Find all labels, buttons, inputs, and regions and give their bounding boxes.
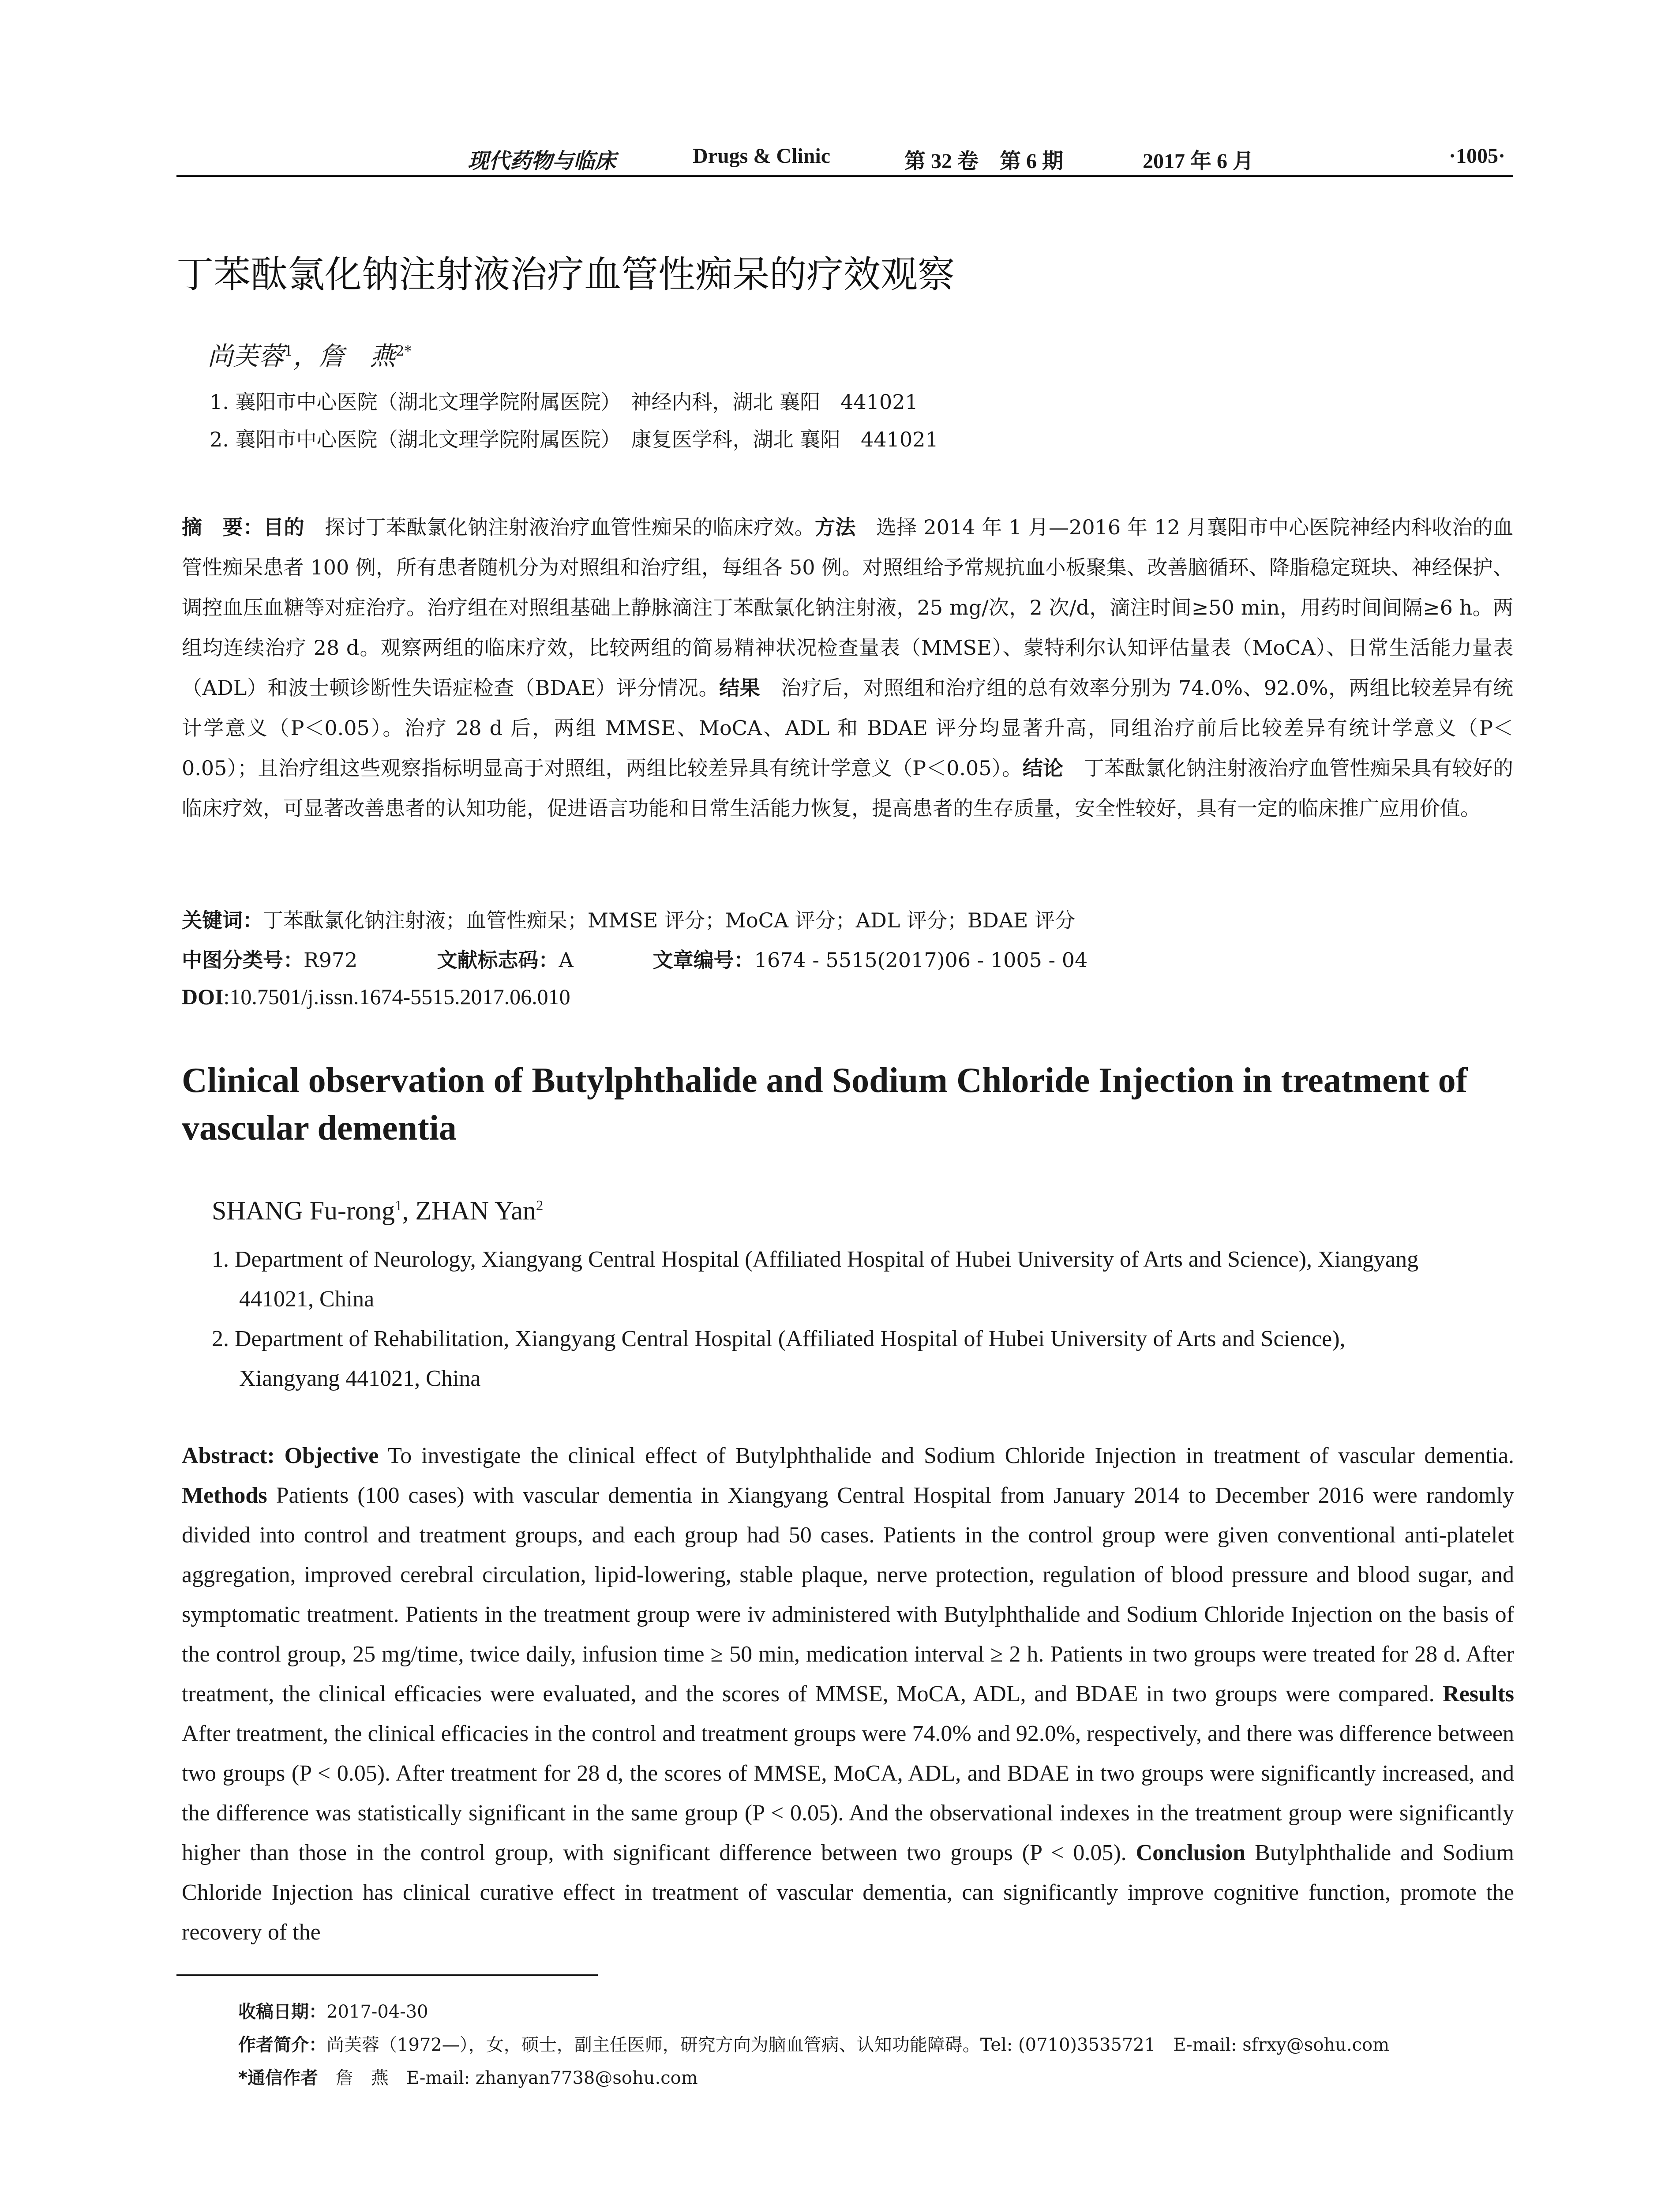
affiliation-en-2 xyxy=(212,1319,1513,1399)
results-text: After treatment, the clinical efficacies in the control and treatment groups were 74.0% and 92.0%, respectively, and there was difference between two groups (P < 0.05). After treatment for 28 d, the scores of MMSE, MoCA, ADL, and BDAE in two groups were significantly increased, and the difference was statistically significant in the same group (P < 0.05). And the observational indexes in the treatment group were significantly higher than those in the control group, with significant difference between two groups (P < 0.05). xyxy=(182,1721,1514,1865)
affiliation-line: 441021, China xyxy=(239,1287,375,1312)
objective-text: To investigate the clinical effect of Butylphthalide and Sodium Chloride Injection in treatment of vascular dementia. xyxy=(379,1443,1514,1468)
results-label: Results xyxy=(1443,1681,1514,1707)
keywords-text: 丁苯酞氯化钠注射液；血管性痴呆；MMSE 评分；MoCA 评分；ADL 评分；BDAE 评分 xyxy=(263,908,1076,932)
author-name: SHANG Fu-rong xyxy=(212,1196,395,1225)
affiliation-marker: 1 xyxy=(395,1198,402,1214)
volume-issue: 第 32 卷 第 6 期 xyxy=(904,150,1064,173)
doi-value: :10.7501/j.issn.1674-5515.2017.06.010 xyxy=(223,984,570,1009)
affiliation-marker: 1 xyxy=(284,342,293,360)
conclusion-label: 结论 xyxy=(1022,756,1064,780)
conclusion-text: Butylphthalide and Sodium Chloride Injection has clinical curative effect in treatment of vascular dementia, can significantly improve cognitive function, promote the recovery of the xyxy=(182,1840,1514,1945)
article-title-en: Clinical observation of Butylphthalide and Sodium Chloride Injection in treatment of vascular dementia xyxy=(182,1061,1468,1148)
objective-label: 目的 xyxy=(263,515,304,539)
doi-label: DOI xyxy=(182,984,224,1009)
page-number: ·1005· xyxy=(1448,144,1505,168)
affiliation-marker: 2* xyxy=(395,342,412,360)
abstract-cn xyxy=(182,507,1513,829)
keywords-label: 关键词： xyxy=(182,908,263,932)
journal-name-cn: 现代药物与临床 xyxy=(468,150,616,173)
affiliation-line: 2. Department of Rehabilitation, Xiangyang Central Hospital (Affiliated Hospital of Hubei University of Arts and Science), xyxy=(212,1326,1346,1351)
affiliation-cn-1: 1. 襄阳市中心医院（湖北文理学院附属医院） 神经内科，湖北 襄阳 441021 xyxy=(210,390,918,414)
conclusion-text: 丁苯酞氯化钠注射液治疗血管性痴呆具有较好的临床疗效，可显著改善患者的认知功能，促进语言功能和日常生活能力恢复，提高患者的生存质量，安全性较好，具有一定的临床推广应用价值。 xyxy=(182,756,1514,820)
affiliation-marker: 2 xyxy=(536,1198,544,1214)
document-code-label: 文献标志码： xyxy=(437,948,559,972)
corresponding-text: 詹 燕 E-mail: zhanyan7738@sohu.com xyxy=(318,2068,698,2088)
author-separator: , xyxy=(402,1196,416,1225)
author-name: 尚芙蓉 xyxy=(207,341,285,371)
conclusion-label: Conclusion xyxy=(1136,1840,1246,1865)
running-header xyxy=(176,140,1513,177)
article-title-cn: 丁苯酞氯化钠注射液治疗血管性痴呆的疗效观察 xyxy=(176,253,955,296)
bio-label: 作者简介： xyxy=(238,2035,326,2055)
bio-text: 尚芙蓉（1972—），女，硕士，副主任医师，研究方向为脑血管病、认知功能障碍。Tel: (0710)3535721 E-mail: sfrxy@sohu.com xyxy=(326,2035,1390,2055)
objective-label: Objective xyxy=(284,1443,379,1468)
author-name: 詹 燕 xyxy=(319,341,396,371)
abstract-en xyxy=(182,1436,1514,1952)
doi-line xyxy=(182,984,570,1009)
classification-line xyxy=(182,944,1088,973)
article-number-value: 1674 - 5515(2017)06 - 1005 - 04 xyxy=(754,948,1088,972)
author-list-cn xyxy=(207,335,412,372)
keywords-line xyxy=(182,904,1075,934)
footnote-corresponding xyxy=(238,2064,698,2089)
footnote-divider xyxy=(176,1974,598,1976)
affiliation-line: 1. Department of Neurology, Xiangyang Central Hospital (Affiliated Hospital of Hubei University of Arts and Science), Xiangyang xyxy=(212,1247,1419,1272)
methods-text: Patients (100 cases) with vascular dementia in Xiangyang Central Hospital from January 2014 to December 2016 were randomly divided into control and treatment groups, and each group had 50 cases. Patients in the control group were given conventional anti-platelet aggregation, improved cerebral circulation, lipid-lowering, stable plaque, nerve protection, regulation of blood pressure and blood sugar, and symptomatic treatment. Patients in the treatment group were iv administered with Butylphthalide and Sodium Chloride Injection on the basis of the control group, 25 mg/time, twice daily, infusion time ≥ 50 min, medication interval ≥ 2 h. Patients in two groups were treated for 28 d. After treatment, the clinical efficacies were evaluated, and the scores of MMSE, MoCA, ADL, and BDAE in two groups were compared. xyxy=(182,1483,1514,1707)
document-code-value: A xyxy=(559,948,574,972)
methods-label: 方法 xyxy=(815,515,856,539)
abstract-label: Abstract: xyxy=(182,1443,285,1468)
article-number-label: 文章编号： xyxy=(652,948,754,972)
methods-text: 选择 2014 年 1 月—2016 年 12 月襄阳市中心医院神经内科收治的血管性痴呆患者 100 例，所有患者随机分为对照组和治疗组，每组各 50 例。对照组给予常规抗血小板聚集、改善脑循环、降脂稳定斑块、神经保护、调控血压血糖等对症治疗。治疗组在对照组基础上静脉滴注丁苯酞氯化钠注射液，25 mg/次，2 次/d，滴注时间≥50 min，用药时间间隔≥6 h。两组均连续治疗 28 d。观察两组的临床疗效，比较两组的简易精神状况检查量表（MMSE）、蒙特利尔认知评估量表（MoCA）、日常生活能力量表（ADL）和波士顿诊断性失语症检查（BDAE）评分情况。 xyxy=(182,515,1514,700)
clc-label: 中图分类号： xyxy=(182,948,304,972)
author-list-en xyxy=(212,1196,543,1226)
author-name: ZHAN Yan xyxy=(415,1196,536,1225)
author-separator: ， xyxy=(293,341,319,371)
corresponding-label: *通信作者 xyxy=(238,2068,318,2088)
received-date: 2017-04-30 xyxy=(326,2002,428,2022)
received-label: 收稿日期： xyxy=(238,2002,326,2022)
affiliation-line: Xiangyang 441021, China xyxy=(239,1366,481,1391)
footnote-received xyxy=(238,1998,428,2023)
abstract-label: 摘 要： xyxy=(182,515,264,539)
results-text: 治疗后，对照组和治疗组的总有效率分别为 74.0%、92.0%，两组比较差异有统计学意义（P＜0.05）。治疗 28 d 后，两组 MMSE、MoCA、ADL 和 BDAE 评分均显著升高，同组治疗前后比较差异有统计学意义（P＜0.05）；且治疗组这些观察指标明显高于对照组，两组比较差异具有统计学意义（P＜0.05）。 xyxy=(182,676,1513,780)
journal-name-en: Drugs & Clinic xyxy=(693,144,830,168)
footnote-author-bio xyxy=(238,2031,1389,2056)
issue-date: 2017 年 6 月 xyxy=(1143,150,1254,173)
results-label: 结果 xyxy=(719,676,761,700)
methods-label: Methods xyxy=(182,1483,267,1508)
clc-value: R972 xyxy=(304,948,358,972)
affiliation-en-1 xyxy=(212,1240,1513,1319)
affiliation-cn-2: 2. 襄阳市中心医院（湖北文理学院附属医院） 康复医学科，湖北 襄阳 441021 xyxy=(210,428,938,451)
objective-text: 探讨丁苯酞氯化钠注射液治疗血管性痴呆的临床疗效。 xyxy=(304,515,815,539)
